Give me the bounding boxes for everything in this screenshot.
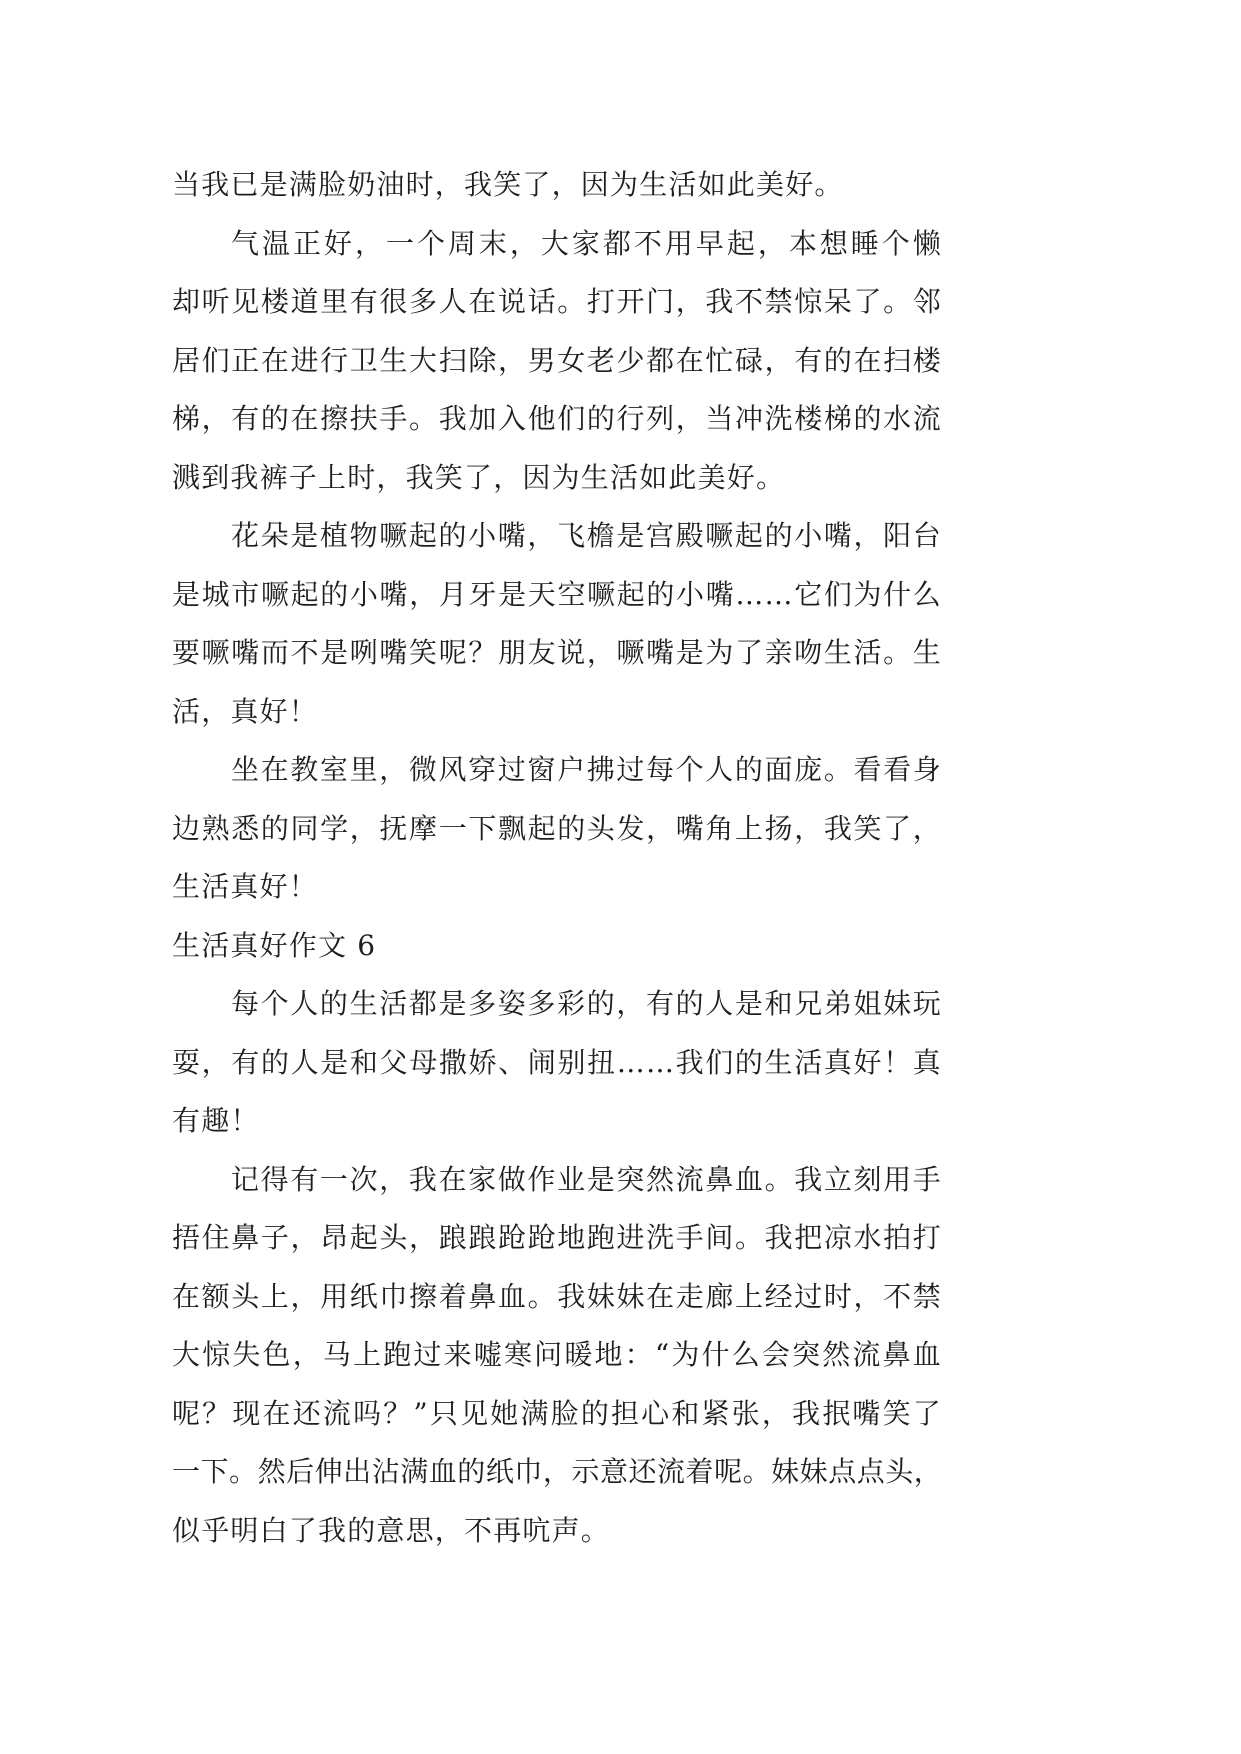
text-line: 是城市噘起的小嘴，月牙是天空噘起的小嘴……它们为什么 xyxy=(172,577,942,611)
text-line: 呢？现在还流吗？”只见她满脸的担心和紧张，我抿嘴笑了 xyxy=(172,1396,942,1430)
text-line: 似乎明白了我的意思，不再吭声。 xyxy=(172,1513,611,1547)
text-line: 边熟悉的同学，抚摩一下飘起的头发，嘴角上扬，我笑了， xyxy=(172,811,942,845)
paragraph xyxy=(172,1151,972,1561)
text-line: 居们正在进行卫生大扫除，男女老少都在忙碌，有的在扫楼 xyxy=(172,343,942,377)
paragraph xyxy=(172,741,972,917)
text-line: 有趣！ xyxy=(172,1104,260,1137)
text-line: 气温正好，一个周末，大家都不用早起，本想睡个懒 xyxy=(231,226,942,260)
text-line: 耍，有的人是和父母撒娇、闹别扭……我们的生活真好！真 xyxy=(172,1045,942,1079)
text-line: 大惊失色，马上跑过来嘘寒问暖地：“为什么会突然流鼻血 xyxy=(172,1338,942,1371)
paragraph xyxy=(172,507,972,741)
text-line: 在额头上，用纸巾擦着鼻血。我妹妹在走廊上经过时，不禁 xyxy=(172,1279,942,1313)
text-line: 每个人的生活都是多姿多彩的，有的人是和兄弟姐妹玩 xyxy=(231,987,942,1020)
text-line: 捂住鼻子，昂起头，踉踉跄跄地跑进洗手间。我把凉水拍打 xyxy=(172,1221,942,1254)
text-line: 花朵是植物噘起的小嘴，飞檐是宫殿噘起的小嘴，阳台 xyxy=(231,519,942,552)
text-line: 要噘嘴而不是咧嘴笑呢？朋友说，噘嘴是为了亲吻生活。生 xyxy=(172,636,942,669)
text-line: 记得有一次，我在家做作业是突然流鼻血。我立刻用手 xyxy=(231,1162,942,1196)
text-line: 活，真好！ xyxy=(172,694,319,728)
document-body xyxy=(172,156,972,1560)
paragraph xyxy=(172,975,972,1151)
text-line: 生活真好！ xyxy=(172,870,319,903)
section-title: 生活真好作文 6 xyxy=(172,928,377,962)
text-line: 梯，有的在擦扶手。我加入他们的行列，当冲洗楼梯的水流 xyxy=(172,402,942,435)
text-line: 当我已是满脸奶油时，我笑了，因为生活如此美好。 xyxy=(172,168,844,201)
paragraph xyxy=(172,215,972,508)
text-line: 溅到我裤子上时，我笑了，因为生活如此美好。 xyxy=(172,460,786,494)
text-line: 一下。然后伸出沾满血的纸巾，示意还流着呢。妹妹点点头， xyxy=(172,1455,942,1488)
text-line: 却听见楼道里有很多人在说话。打开门，我不禁惊呆了。邻 xyxy=(172,285,942,318)
paragraph xyxy=(172,156,972,215)
text-line: 坐在教室里，微风穿过窗户拂过每个人的面庞。看看身 xyxy=(231,753,942,786)
